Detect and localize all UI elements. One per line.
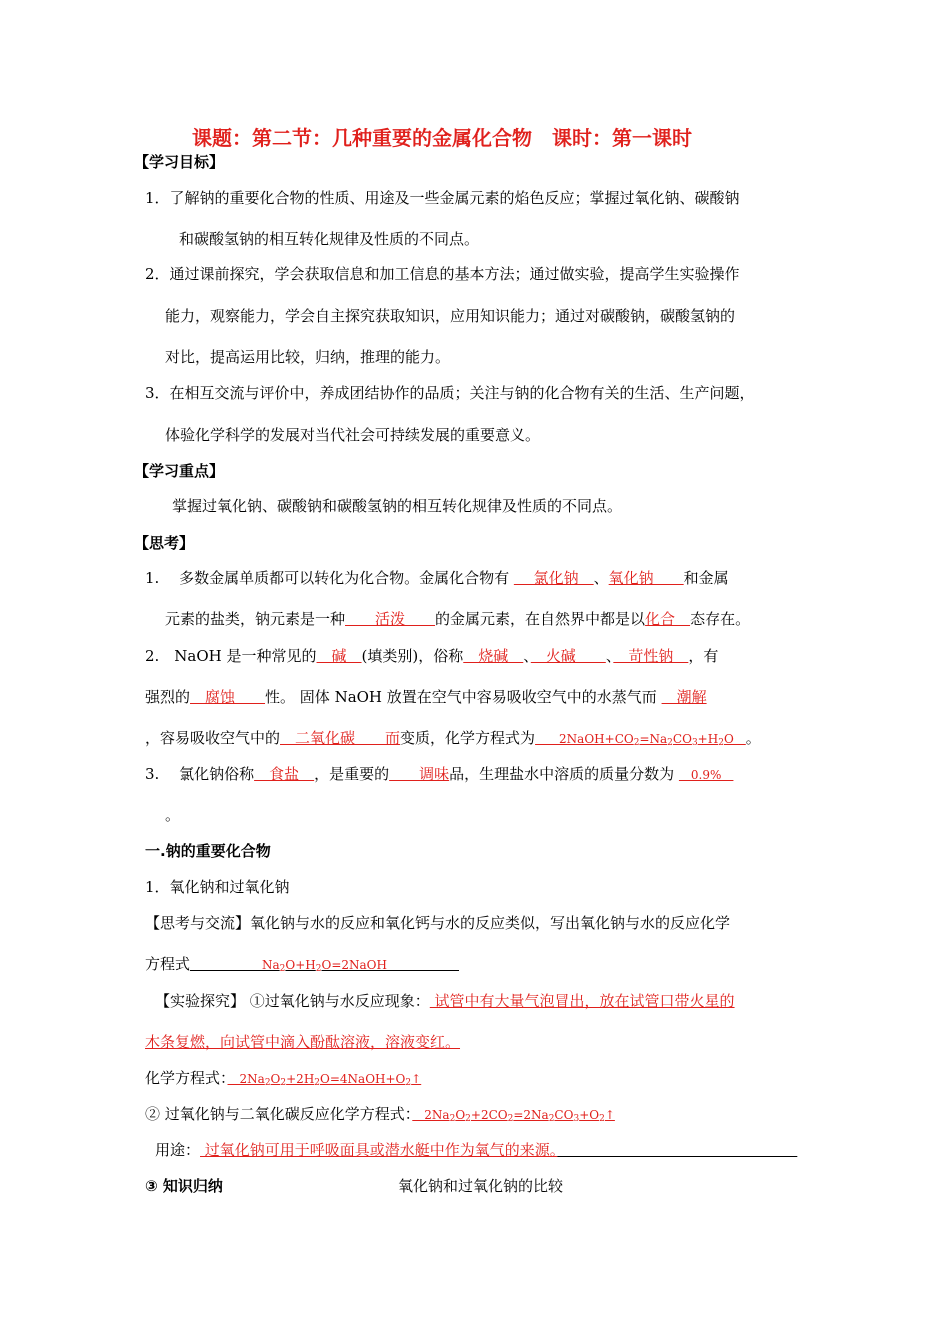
na2o2-water-line: 化学方程式： $2Na_2O_2+2H_2O=4NaOH+O_2↑$ — [145, 1069, 422, 1088]
question-1-line-2: 元素的盐类，钠元素是一种 活泼 的金属元素，在自然界中都是以化合 态存在。 — [165, 610, 751, 628]
question-3-line-2: 。 — [165, 806, 181, 824]
usage-line: 用途： 过氧化钠可用于呼吸面具或潜水艇中作为氧气的来源。 — [155, 1141, 558, 1159]
goals-heading: 【学习目标】 — [134, 153, 225, 171]
goal-2-line-2: 能力，观察能力，学会自主探究获取知识，应用知识能力；通过对碳酸钠，碳酸氢钠的 — [165, 307, 736, 325]
question-2-line-3: ，容易吸收空气中的 二氧化碳 而变质，化学方程式为 $2NaOH+CO_2=Na_2CO_3+H_2O$ 。 — [145, 729, 761, 748]
question-2-line-2: 强烈的 腐蚀 性。 固体 NaOH 放置在空气中容易吸收空气中的水蒸气而 潮解 — [145, 688, 707, 706]
answer-blank: 烧碱 — [463, 647, 524, 665]
naoh-co2-equation: $2NaOH+CO_2=Na_2CO_3+H_2O$ — [535, 732, 746, 748]
answer-blank: 潮解 — [661, 688, 707, 706]
answer-blank: 苛性钠 — [613, 647, 689, 665]
answer-blank: 火碱 — [530, 647, 606, 665]
subsection-heading: 1．氧化钠和过氧化钠 — [145, 878, 290, 896]
page-title: 课题：第二节：几种重要的金属化合物 课时：第一课时 — [192, 126, 692, 150]
goal-1-line-1: 1．了解钠的重要化合物的性质、用途及一些金属元素的焰色反应；掌握过氧化钠、碳酸钠 — [145, 189, 740, 207]
answer-blank: 氧化钠 — [608, 569, 684, 587]
discussion-prompt: 【思考与交流】氧化钠与水的反应和氧化钙与水的反应类似，写出氧化钠与水的反应化学 — [145, 914, 731, 932]
question-1-line-1: 1. 多数金属单质都可以转化为化合物。金属化合物有 氯化钠 、氧化钠 和金属 — [145, 569, 729, 587]
question-3-line-1: 3. 氯化钠俗称 食盐 ，是重要的 调味品，生理盐水中溶质的质量分数为 0.9% — [145, 765, 734, 783]
answer-blank: 碱 — [316, 647, 362, 665]
goal-2-line-1: 2．通过课前探究，学会获取信息和加工信息的基本方法；通过做实验，提高学生实验操作 — [145, 265, 740, 283]
key-text: 掌握过氧化钠、碳酸钠和碳酸氢钠的相互转化规律及性质的不同点。 — [172, 497, 623, 515]
goal-1-line-2: 和碳酸氢钠的相互转化规律及性质的不同点。 — [179, 230, 480, 248]
usage-answer: 过氧化钠可用于呼吸面具或潜水艇中作为氧气的来源。 — [200, 1141, 558, 1159]
experiment-observation-cont: 木条复燃，向试管中滴入酚酞溶液，溶液变红。 — [145, 1033, 461, 1051]
answer-blank: 食盐 — [254, 765, 315, 783]
summary-title: 氧化钠和过氧化钠的比较 — [398, 1177, 564, 1195]
goal-3-line-2: 体验化学科学的发展对当代社会可持续发展的重要意义。 — [165, 426, 541, 444]
question-2-line-1: 2. NaOH 是一种常见的 碱 (填类别)，俗称 烧碱 、 火碱 、 苛性钠 ，有 — [145, 647, 719, 665]
answer-blank: 化合 — [645, 610, 691, 628]
think-heading: 【思考】 — [134, 534, 195, 552]
answer-blank: 活泼 — [345, 610, 436, 628]
key-heading: 【学习重点】 — [134, 462, 225, 480]
summary-label: ③ 知识归纳 — [145, 1177, 223, 1195]
goal-2-line-3: 对比，提高运用比较，归纳，推理的能力。 — [165, 348, 451, 366]
na2o2-water-equation: $2Na_2O_2+2H_2O=4NaOH+O_2↑$ — [227, 1072, 422, 1088]
experiment-observation: 试管中有大量气泡冒出，放在试管口带火星的 — [429, 992, 735, 1010]
answer-blank: 调味 — [389, 765, 450, 783]
answer-blank: 二氧化碳 而 — [280, 729, 401, 747]
experiment-line-1: 【实验探究】 ①过氧化钠与水反应现象： 试管中有大量气泡冒出，放在试管口带火星的 — [155, 992, 735, 1010]
answer-blank: 0.9% — [678, 768, 734, 782]
section-heading: 一.钠的重要化合物 — [145, 842, 271, 860]
experiment-line-2 — [145, 1031, 460, 1053]
na2o2-co2-equation: $2Na_2O_2+2CO_2=2Na_2CO_3+O_2↑$ — [412, 1108, 615, 1124]
na2o2-co2-line: ② 过氧化钠与二氧化碳反应化学方程式： $2Na_2O_2+2CO_2=2Na_2CO_3+O_2↑$ — [145, 1105, 615, 1124]
na2o-water-equation: $Na_2O+H_2O=2NaOH$ — [190, 958, 459, 974]
goal-3-line-1: 3．在相互交流与评价中，养成团结协作的品质；关注与钠的化合物有关的生活、生产问题， — [145, 384, 755, 402]
na2o-equation-line: 方程式 $Na_2O+H_2O=2NaOH$ — [145, 955, 459, 974]
answer-blank: 氯化钠 — [513, 569, 594, 587]
answer-blank: 腐蚀 — [190, 688, 266, 706]
